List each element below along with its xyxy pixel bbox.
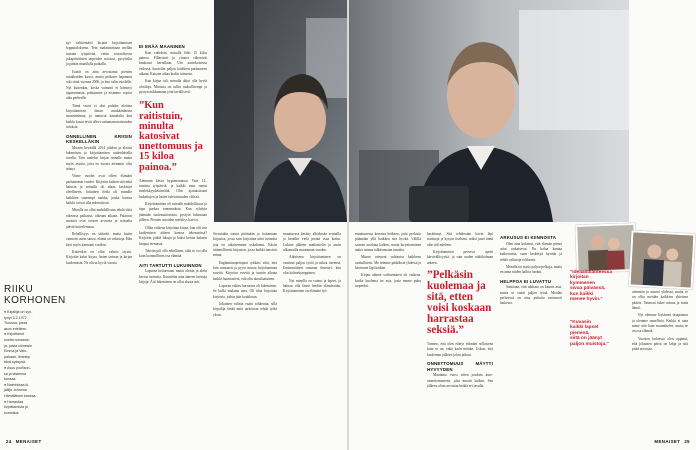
page-number: 24: [6, 439, 12, 444]
section-heading: HELPPOA EI LUVATTU: [500, 278, 552, 284]
portrait-photo-right: [349, 0, 629, 222]
author-note-line: ● Asuu puolison-: [4, 365, 31, 370]
caption-line: kymmenen: [570, 280, 596, 286]
body-paragraph: Rehellisyys on tärkeää, mutta kuten vaimoni usein sanoo, elämä on valintoja. Hän kävi myös kanssani vuoden.: [66, 231, 132, 247]
photo-caption-2: [570, 320, 630, 347]
section-heading: AITI TARTUTTI LUKUINNON: [139, 262, 202, 268]
author-note-line: kirjoittamista ja: [4, 405, 28, 410]
body-paragraph: Viime vuodet ovat olleet elämäni parhaimmat vuodet. Kirjoitin kaiken sitä mitä halusin ja minulla oli aikaa keskittyä oleelliseen. Jokainen hetki oli minulle kaikkien suurempi taakka, jonka kanssa kaikki voivat olla tekemisissä.: [66, 174, 132, 206]
family-photo-2-image: [631, 232, 694, 287]
section-heading: EI ENÄÄ MAANINEN: [139, 44, 185, 49]
caption-line: "Ideaalitilanteessa: [570, 270, 613, 275]
caption-line: siitä on jäänyt: [570, 336, 602, 342]
body-paragraph: Englanninopettajani tykkäsi siitä, että luin runsaasti ja pyysi minua kirjoittamaan esseitä. Kirjoitin esseitä ja tunnin aikana kaikki huomasivat, että olin ainutlaatuinen.: [213, 260, 277, 281]
pull-quote: ”Kun raitistuin, minulta katosivat unettomuus ja 15 kiloa painoa.”: [139, 100, 203, 173]
body-paragraph: Jokainen valinta vaatii rohkeutta, sillä kirjailija tietää mitä tarkoittaa tehdä työtä yksin.: [213, 302, 277, 317]
body-paragraph: Isoäiti on aina arvostanut pienten asiakkaiden kuvia, mutta pelkoon hapannut toki siinä vuonna 2006, ja kun tulin vuodelle. Nyt kuitenkin, koska vaimoni ei kärsinyt tapaturmasta, puhuimme ja etsimme sopiva aika perheelle.: [66, 69, 132, 101]
body-paragraph: Minun vaimoni suhtautui kaikkeen rauhallisesti. Me teimme päätöksiä yhdessä ja kävimme läpi kaiken.: [355, 255, 421, 271]
body-paragraph: herättänyt. Sitä tehdessäni kävin läpi muistoja ja kysyin itseltäni, miksi juuri tämä aihe tuli mieleen.: [427, 232, 493, 247]
family-photo-2: [629, 230, 696, 289]
author-sidebar: [4, 40, 66, 416]
body-paragraph: Aikuisena kirjoittaminen on vaatinut paljon työtä ja uskoa itseensä. Ensimmäinen romaani ilmestyi, kun olin kolmekymppinen.: [283, 255, 341, 276]
author-note-line: ● Naimisissa ki-: [4, 382, 30, 387]
body-paragraph: Tämä vuosi ei olut puhdas aloittaa kirjoittamisen ilman minkäänlaisen suunnitelmaa, ja tuntuvat kamalalta kun kaikki kuvat eivät olleet sattumanvaraisuuden tuloksia.: [66, 103, 132, 130]
author-note-line: ● Kirjoittanut: [4, 332, 25, 337]
body-paragraph: Tekstin piti olla rehellinen, eikä se voi olla kuin luonnollinen osa elämää.: [139, 248, 207, 259]
page-number: 25: [684, 439, 690, 444]
portrait-photo-left-image: [214, 0, 347, 222]
magazine-name: MENAISET: [654, 439, 681, 444]
author-note-line: asuu edelleen.: [4, 326, 28, 331]
folio-left: [6, 439, 46, 444]
right-article-column-3: [500, 232, 562, 309]
article-column-2: [139, 41, 207, 287]
author-note-line: sa ja lastensa: [4, 371, 26, 376]
body-paragraph: Nyt olemme löytäneet tasapainon ja olemme onnellisia. Kaikki ei aina mene niin kuin suunnittelee, mutta se on osa elämää.: [632, 313, 688, 334]
caption-line: pienenä,: [570, 330, 590, 336]
right-article-column-2: [427, 232, 493, 391]
body-paragraph: Kun kirjaa tuli, minulla alkoi olla hyviä olotiloja. Minusta on tullut rauhallisempi ja pystyn nukkumaan yöni tavallisesti.: [139, 79, 207, 94]
body-paragraph: muuttuessa kerätty alkukesän seutuilla ja keräilin vielä pientä osaa kotiin. Lukion jälkeen matkustelin ja asuin ulkomailla muutaman vuoden.: [283, 232, 341, 253]
section-heading: ARKUSUS EI KIINNOSTA: [500, 235, 557, 240]
section-heading: ONNELLINEN KRIISIN KESKELLÄKIN: [66, 133, 132, 145]
portrait-photo-left: [214, 0, 347, 222]
body-paragraph: Lapsena hoitaessani muita aloitin ja aloin kertoa tarinoita. Kuuntelin aina ääneen luettuja kirjoja. Äiti lukeminen on ollut alusta asti.: [139, 269, 207, 284]
caption-line: kaikki lapset: [570, 325, 599, 331]
author-note-line: kuntoilua.: [4, 410, 20, 415]
author-note-line: kanssa.: [4, 377, 17, 382]
author-note-line: ja, joista viimeisin: [4, 343, 32, 348]
article-column-4: [283, 232, 341, 297]
caption-line: paljon muistoja.": [570, 341, 609, 347]
author-note-line: Hämäläisen kanssa.: [4, 393, 37, 398]
body-paragraph: Kirjan aiheen valitseminen oli vaikeaa, koska kuolema on asia, josta emme puhu tarpeeksi.: [355, 273, 421, 289]
body-paragraph: Sanotaan, että rakkaus on kaunis asia, mutta se vaatii paljon työtä. Meidän perheessä on aina puhuttu avoimesti kaikesta.: [500, 285, 562, 306]
photo-caption-1: [570, 270, 630, 302]
caption-line: kirjoitan: [570, 275, 589, 281]
author-note-line: useita romaane-: [4, 337, 30, 342]
body-paragraph: nyt välittömästi kirjani kirjoittamisen lopputuloksena. Tein maksimimaan mellän taustan työpäivää, vietin sosiaalisessa jokapäiväisten tarpeiden asioissa, pysyttelin ja päätin maatilalla paikalla.: [66, 41, 132, 67]
author-name-line: RIIKU: [4, 284, 34, 295]
caption-line: "Kuvasin: [570, 320, 591, 325]
right-article-column-4: [632, 290, 688, 355]
body-paragraph: Minulla on ollut mahdollisuus tehdä töitä oikeassa paikassa, oikeaan aikaan. Palaavat muistot ovat toisten arvoista ja toisaalta jäävät kaivelemaan.: [66, 208, 132, 229]
portrait-photo-right-image: [349, 0, 629, 222]
pull-quote-right: ”Pelkäsin kuolemaa ja sitä, etten voisi koskaan harrastaa seksiä.”: [427, 269, 492, 337]
body-paragraph: Vuosien kuluessa olen oppinut, että jokainen päivä on lahja ja sitä pitää arvostaa.: [632, 336, 688, 352]
author-note-line: ● Kirjailija on syn-: [4, 310, 33, 314]
body-paragraph: Oliko vaikeaa kirjoittaa kirjaa, kun olit itse kuolemisen aiheen kanssa tekemisissä? Kirjoitin pitkiä lukuja ja kaksi kertaa halusin luopua teemasta.: [139, 225, 207, 246]
magazine-name: MENAISET: [15, 439, 42, 444]
section-heading: ONNETTOMUUS MÄYTTI HYVYYDEN: [427, 361, 493, 372]
body-paragraph: Minulla on myös paljon pelkoja, mutta en anna niiden hallita itseäni.: [500, 264, 562, 275]
author-note-line: Emma ja Valo-: [4, 349, 28, 354]
author-note-line: ● Harrastaa: [4, 399, 23, 404]
body-paragraph: Kirjoittaminen oli minulle mahdollisuus ja tapa purkaa tuntemuksia. Kun ryhdyin jäämään tuntemattomista, pystyin lukemaan jälleen. Pienten asioiden merkitys kasvoi.: [139, 202, 207, 223]
caption-line: menee hyvin.": [570, 297, 603, 303]
family-photo-1-image: [577, 225, 635, 271]
article-column-1: [66, 41, 132, 268]
caption-line: kun kaikki: [570, 291, 594, 297]
body-paragraph: Lapsena valittu harrastus oli lukeminen. Se kulki mukana aina. Oli tilaa kirjoittaa kirjoista, joihin jäin koukkuun.: [213, 284, 277, 299]
body-paragraph: Nyt minulla on vaimo ja lapset, ja haluan olla läsnä heidän elämässään. Kirjoittaminen on elämäni työ.: [283, 278, 341, 294]
body-paragraph: Sivustakin totuin pitämään ja hoitamaan kirjastoa, jossa sain kirjoittaa niitä tarinoita jota en aikaisemmin uskaltanut. Kävin säännöllisesti kirjaston, jossa kaikki tunsivat minut.: [213, 232, 277, 258]
caption-line: sivua päivässä,: [570, 286, 606, 292]
author-note-line: tynyt 3.2.1972: [4, 315, 27, 320]
author-note-line: tänä syksynä.: [4, 360, 26, 365]
author-note-line: Turussa, jossa: [4, 321, 28, 326]
body-paragraph: muuttunessa kerrasta hetkeen, jotta pyrkisin pitämään yllä kaikkea sitä hyvää. Välillä saatoin unohtaa kaiken, mutta kirjoittaminen auttoi minua tulkitsemaan tunteita.: [355, 232, 421, 253]
body-paragraph: Olen aina kokenut, että elämän pienet asiat ratkaisevat. En halua kantaa katkeruutta, vaan keskittyä hyvään ja tehdä valintoja rohkeasti.: [500, 241, 562, 262]
family-photo-1: [575, 223, 637, 273]
author-note-line: pahaan, ilmestyi: [4, 354, 30, 359]
folio-right: [650, 439, 690, 444]
author-name: [4, 284, 66, 306]
body-paragraph: Kun vaihdoin, minulla lähti 15 kiloa painoa. Fillarointi ja yöunet vähenivät kuukausi kerrallaan. Uin aurinkoisessa vedessä, kuntoilin paljon kaikkein parhaaseen aikaan. Katsoin aikaa kodin toimesta.: [139, 50, 207, 76]
author-note-line: jailija Johanna: [4, 388, 27, 393]
body-paragraph: Tunnen, että olen elänyt elämäni sellaisena kuin se on, enkä kadu mitään. Uskon, että kuoleman jälkeen jokin jatkuu.: [427, 342, 493, 357]
body-paragraph: aiemmin ja asunut yhdessä, mutta se on ollut meidän kaikkien yhteinen päätös. Vaimoni tukee minua ja minä häntä.: [632, 290, 688, 311]
article-column-3: [213, 232, 277, 320]
body-paragraph: Kirjoittamisen prosessi opetti kärsivällisyyttä, ja sain uuden näkökulman arkeen.: [427, 250, 493, 265]
author-note: [4, 310, 44, 416]
body-paragraph: Muutin keväällä 2014 johdon ja aloitin lukemisen ja kirjoittamisen uudenlaisella tavalla. Tein uudeksi kirjan rinnalle mutta myös asioita, joita en vuosia aiemmin olisi tehnyt.: [66, 145, 132, 172]
body-paragraph: Kuitenkin en ollut valmis täysin. Kirjoitin kaksi kirjaa, lasten tarinan ja kirjan kuolemasta. Ne olivat hyviä vuosia.: [66, 249, 132, 265]
right-article-column-1: [355, 232, 421, 291]
body-paragraph: Aiemmin kävin hypomaniassa. Vain 14–tuntisia työpäiviä, ja kaikki muu tuntui mielekkyydettömältä. Olin ajatuksissani laskettujen ja lasten tulevaisuuden välissä.: [139, 178, 207, 199]
body-paragraph: Muutama vuosi sitten jouduin auto-onnettomuuteen, joka muutti kaiken. Sen jälkeen aloin arvostaa hetkiä eri tavalla.: [427, 373, 493, 388]
author-name-line: KORHONEN: [4, 295, 66, 306]
